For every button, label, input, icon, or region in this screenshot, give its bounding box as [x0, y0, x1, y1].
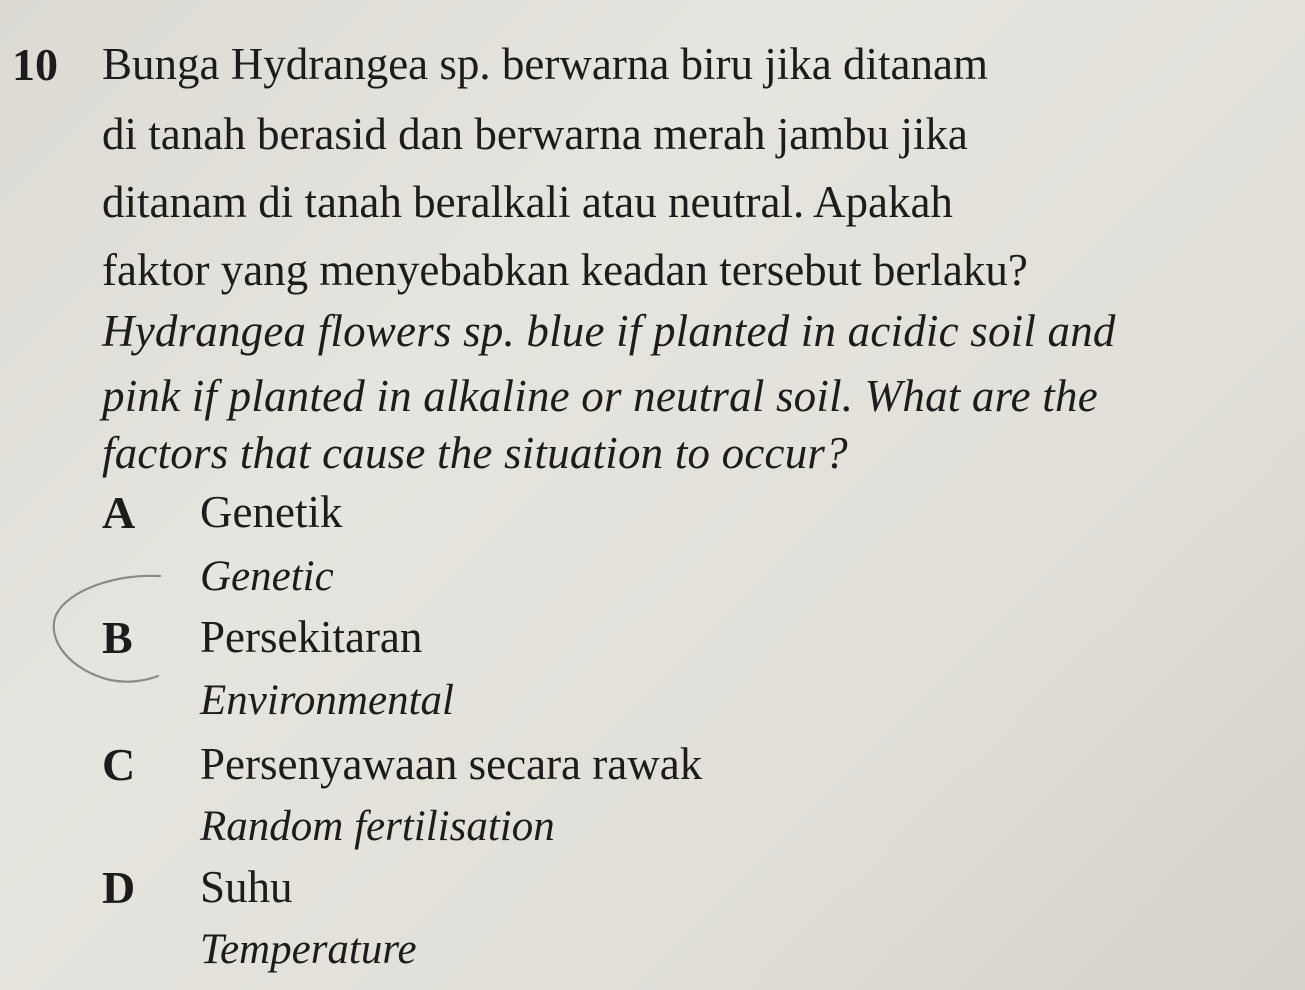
option-d-label-en[interactable]: Temperature: [200, 926, 417, 973]
option-d-label-ms[interactable]: Suhu: [200, 862, 293, 912]
stem-ms-line-3: ditanam di tanah beralkali atau neutral. Apakah: [102, 177, 953, 227]
option-b-label-en[interactable]: Environmental: [200, 677, 454, 724]
option-a-letter[interactable]: A: [102, 487, 136, 538]
stem-en-line-2: pink if planted in alkaline or neutral soil. What are the: [102, 371, 1098, 421]
stem-ms-line-1: Bunga Hydrangea sp. berwarna biru jika ditanam: [102, 39, 988, 89]
option-a-label-ms[interactable]: Genetik: [200, 487, 343, 537]
option-b-label-ms[interactable]: Persekitaran: [200, 612, 423, 662]
stem-en-line-1: Hydrangea flowers sp. blue if planted in acidic soil and: [102, 306, 1116, 356]
option-c-label-ms[interactable]: Persenyawaan secara rawak: [200, 739, 703, 789]
question-number: 10: [12, 39, 58, 90]
option-c-label-en[interactable]: Random fertilisation: [200, 803, 555, 850]
stem-ms-line-4: faktor yang menyebabkan keadan tersebut berlaku?: [102, 245, 1028, 295]
option-d-letter[interactable]: D: [102, 862, 136, 913]
stem-ms-line-2: di tanah berasid dan berwarna merah jambu jika: [102, 109, 968, 159]
stem-en-line-3: factors that cause the situation to occur?: [102, 428, 848, 478]
option-c-letter[interactable]: C: [102, 739, 136, 790]
option-b-letter[interactable]: B: [102, 612, 133, 663]
option-a-label-en[interactable]: Genetic: [200, 553, 334, 600]
